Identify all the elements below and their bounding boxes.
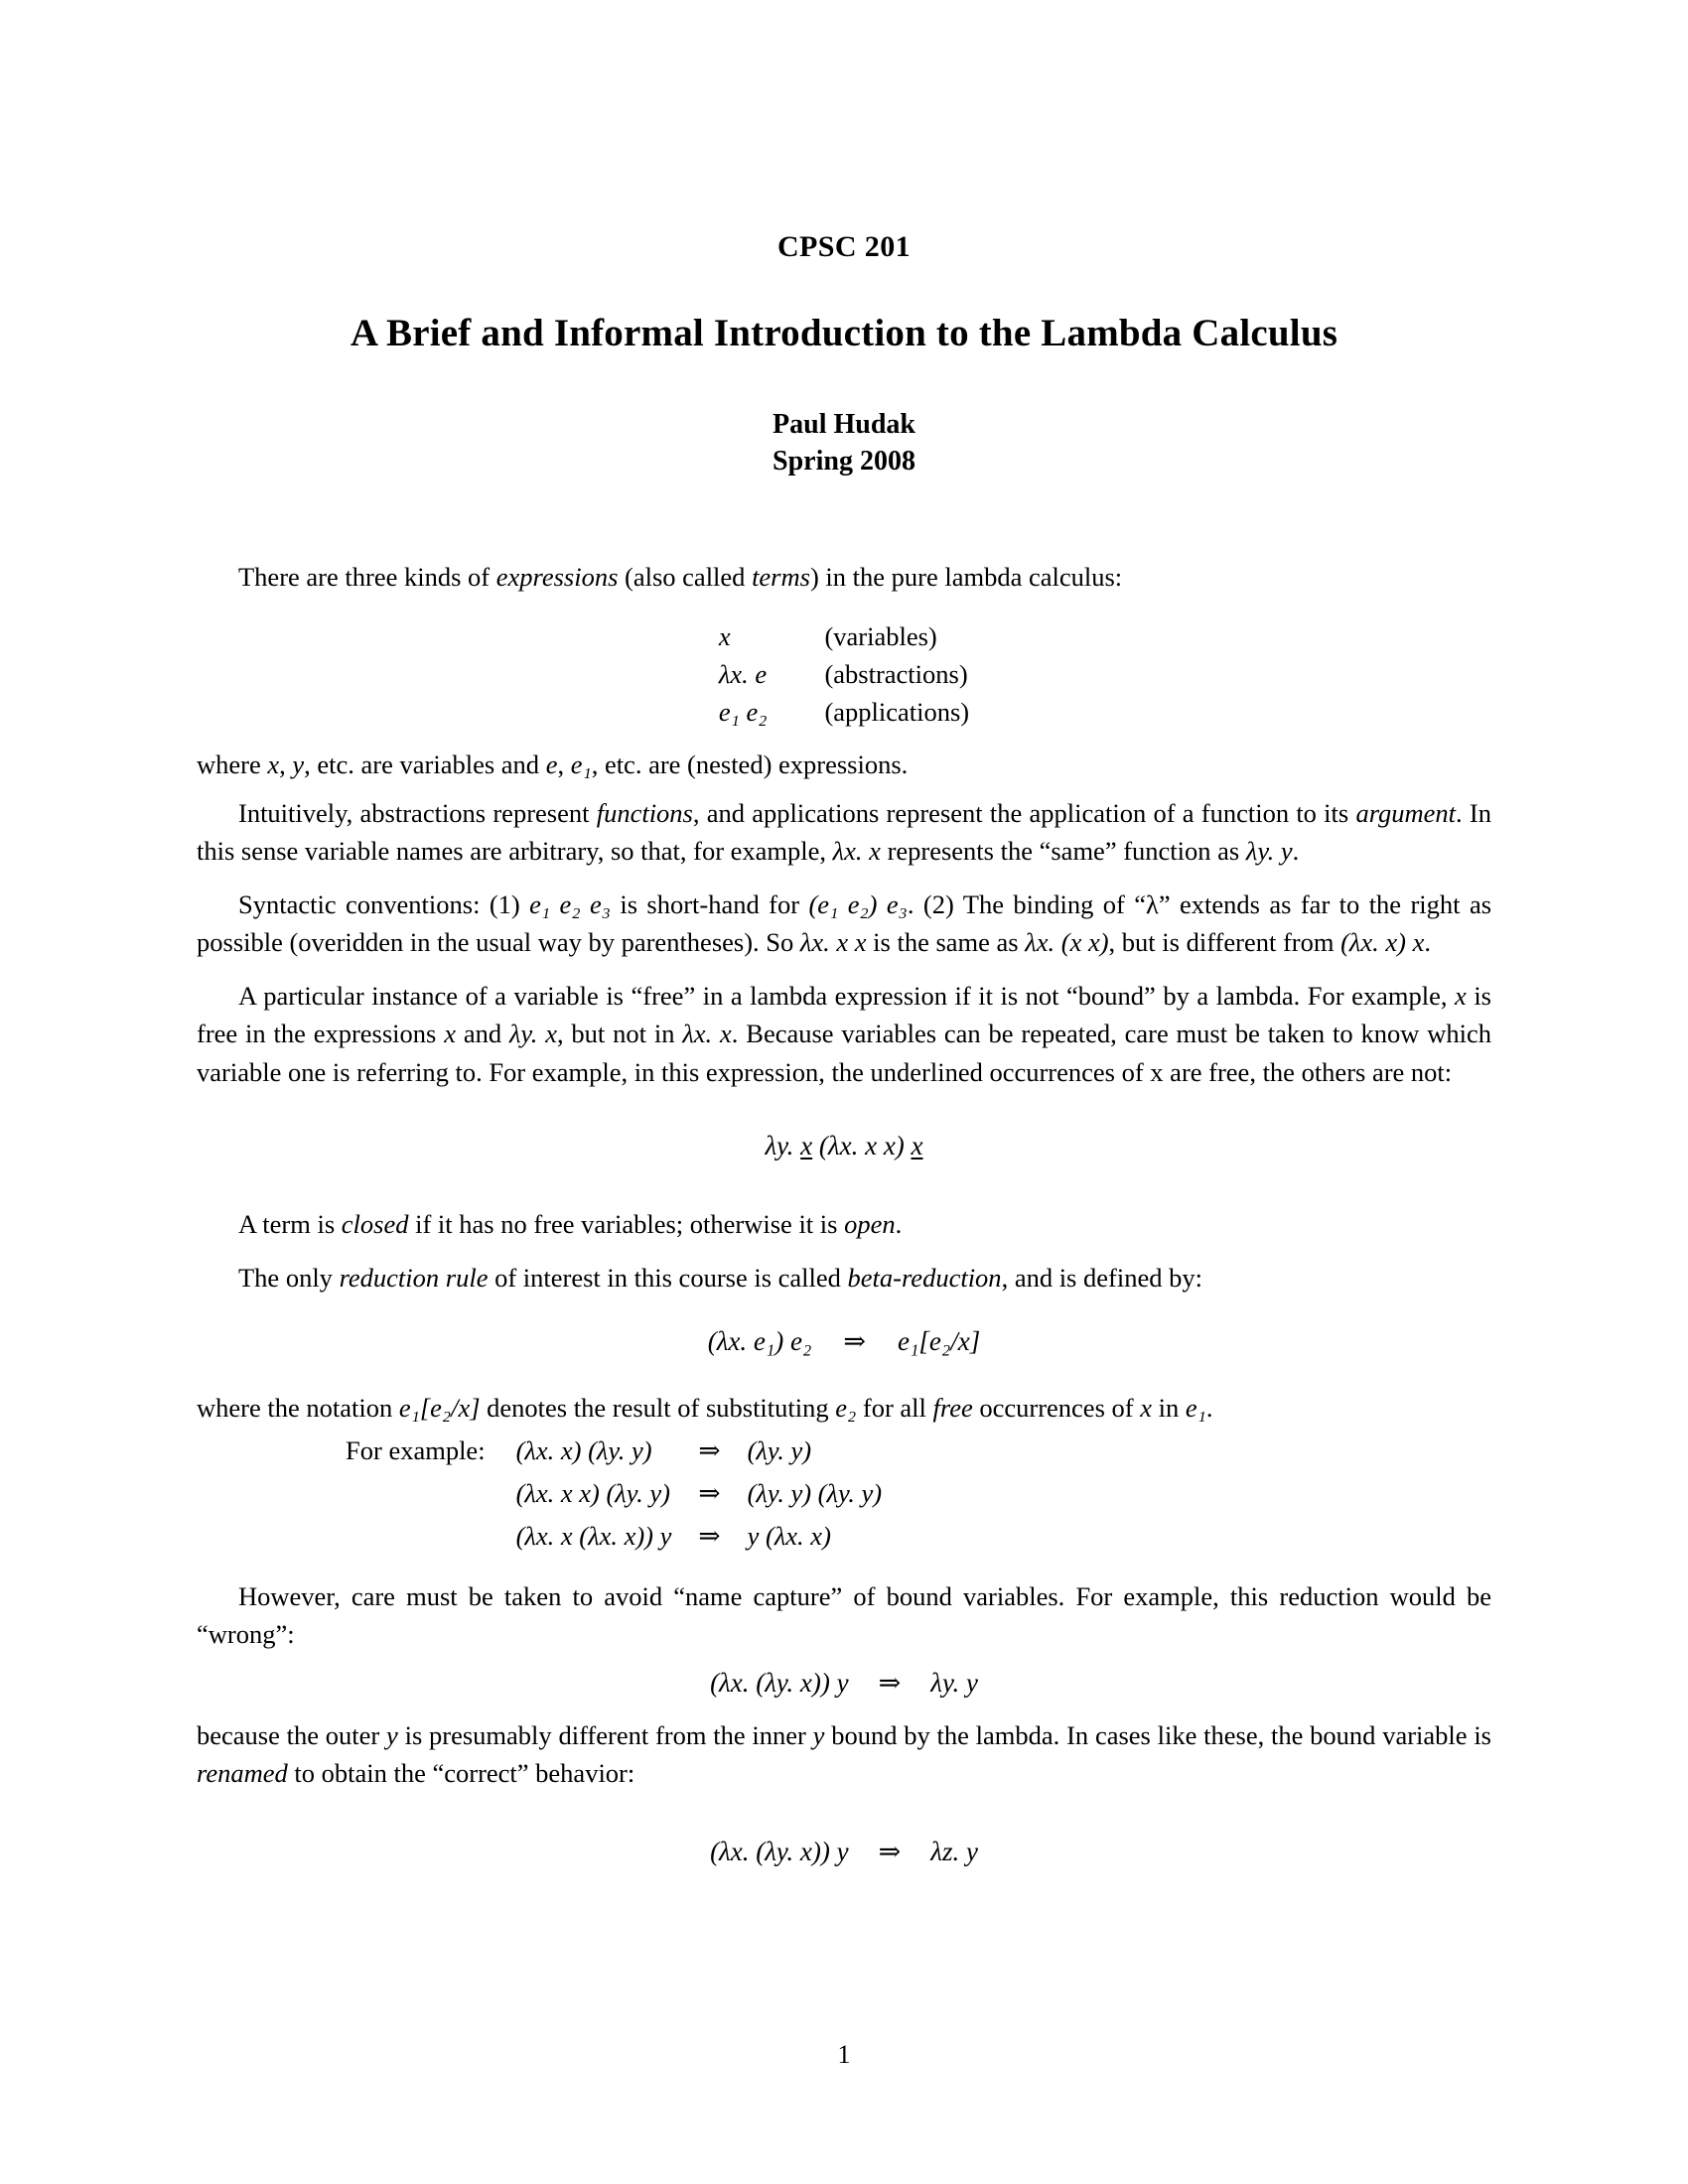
spacer-cell	[346, 1515, 515, 1558]
intro-emphasis-terms: terms	[752, 561, 810, 592]
implies-arrow-icon: ⇒	[878, 1667, 902, 1699]
syntactic-text-4: is the same as	[866, 927, 1026, 958]
intro-text-1: There are three kinds of	[238, 561, 496, 592]
notation-text-1: where the notation	[197, 1393, 399, 1424]
symbol-paren-e1-e2-e3: (e₁ e₂) e₃	[808, 888, 908, 919]
where-text-2: ,	[279, 750, 293, 780]
lambda-y-prefix: λy.	[765, 1131, 801, 1161]
reduction-text-1: The only	[238, 1262, 340, 1293]
symbol-lambda-y-x: λy. x	[508, 1019, 557, 1049]
underlined-occurrences-equation	[197, 1131, 1491, 1161]
free-text-4: , but not in	[556, 1019, 683, 1049]
table-row	[719, 617, 969, 655]
outer-variable-paragraph	[197, 1716, 1491, 1793]
expression-kinds-table	[719, 617, 969, 731]
symbol-lambda-x-x-x: λx. x x	[799, 927, 867, 958]
substitution-notation-paragraph	[197, 1389, 1491, 1428]
outer-text-1: because the outer	[197, 1719, 387, 1750]
page-content	[197, 0, 1491, 1867]
for-example-label: For example:	[346, 1434, 486, 1465]
where-text-3: , etc. are variables and	[304, 750, 546, 780]
beta-rule-lhs: (λx. e₁) e₂	[707, 1326, 812, 1357]
intro-text-2: (also called	[618, 561, 753, 592]
wrong-reduction-rhs: λy. y	[930, 1667, 978, 1698]
closed-emphasis-closed: closed	[341, 1209, 409, 1240]
notation-text-5: in	[1151, 1393, 1186, 1424]
notation-emphasis-free: free	[932, 1393, 973, 1424]
expression-form-application: e₁ e₂	[718, 697, 768, 728]
closed-text-3: .	[895, 1209, 903, 1240]
outer-text-2: is presumably different from the inner	[397, 1719, 813, 1750]
intuitively-text-5: .	[1292, 836, 1300, 867]
example-3-rhs: y (λx. x)	[747, 1520, 831, 1551]
name-capture-paragraph: However, care must be taken to avoid “name capture” of bound variables. For example, this reduction would be “wrong”:	[197, 1580, 1491, 1650]
free-text-3: and	[455, 1019, 509, 1049]
table-row	[346, 1472, 883, 1515]
wrong-reduction-lhs: (λx. (λy. x)) y	[710, 1667, 849, 1698]
page-number: 1	[837, 2040, 851, 2069]
syntactic-conventions-paragraph	[197, 886, 1491, 962]
implies-arrow-icon: ⇒	[843, 1326, 867, 1358]
underlined-x-second: x	[911, 1131, 923, 1161]
reduction-text-2: of interest in this course is called	[488, 1262, 848, 1293]
example-2-rhs: (λy. y) (λy. y)	[747, 1477, 883, 1508]
symbol-lambda-x-x: λx. x	[832, 836, 881, 867]
symbol-e2: e₂	[835, 1393, 857, 1424]
symbol-e1: e₁	[1185, 1393, 1206, 1424]
symbol-e: e	[545, 750, 558, 780]
where-text-1: where	[197, 750, 268, 780]
free-text-1: A particular instance of a variable is “free” in a lambda expression if it is not “bound” by a lambda. For example,	[238, 980, 1456, 1011]
expression-form-abstraction: λx. e	[718, 659, 768, 690]
table-row	[719, 693, 969, 731]
author-name: Paul Hudak	[773, 409, 915, 440]
syntactic-text-1: Syntactic conventions: (1)	[238, 888, 530, 919]
closed-text-2: if it has no free variables; otherwise it is	[408, 1209, 845, 1240]
underlined-x-first: x	[800, 1131, 813, 1161]
document-date: Spring 2008	[773, 445, 915, 477]
free-text-5: . Because variables can be repeated, care must be taken to know which variable one is referring to. For example, in this expression, the underlined occurrences of x are free, the others are not:	[197, 1019, 1491, 1087]
symbol-lambda-y-y: λy. y	[1245, 836, 1293, 867]
wrong-reduction-equation	[197, 1668, 1491, 1699]
spacer-cell	[346, 1472, 515, 1515]
free-text-2: is free in the expressions	[197, 980, 1491, 1049]
closed-open-paragraph	[197, 1205, 1491, 1244]
symbol-e1-e2-e3: e₁ e₂ e₃	[529, 888, 611, 919]
intro-emphasis-expressions: expressions	[495, 561, 619, 592]
expression-kind-abstraction: (abstractions)	[824, 659, 968, 690]
table-row	[719, 655, 969, 693]
where-text-4: ,	[557, 750, 571, 780]
reduction-examples-table	[346, 1430, 883, 1558]
symbol-x: x	[1140, 1393, 1152, 1424]
correct-reduction-lhs: (λx. (λy. x)) y	[710, 1836, 849, 1866]
implies-arrow-icon: ⇒	[878, 1836, 902, 1867]
outer-emphasis-renamed: renamed	[197, 1758, 288, 1789]
where-text-5: , etc. are (nested) expressions.	[591, 750, 909, 780]
implies-arrow-icon: ⇒	[698, 1434, 721, 1466]
expression-kind-application: (applications)	[824, 697, 970, 728]
intuitively-emphasis-functions: functions	[596, 797, 693, 828]
symbol-lambda-x-paren-x-x: λx. (x x)	[1025, 927, 1109, 958]
intuitively-emphasis-argument: argument	[1355, 797, 1457, 828]
intuitively-text-1: Intuitively, abstractions represent	[238, 797, 597, 828]
implies-arrow-icon: ⇒	[698, 1520, 721, 1552]
notation-text-6: .	[1205, 1393, 1213, 1424]
symbol-substitution: e₁[e₂/x]	[398, 1393, 481, 1424]
reduction-emphasis-beta: beta-reduction	[847, 1262, 1002, 1293]
intuitively-text-3: . In this sense variable names are arbitrary, so that, for example,	[197, 797, 1491, 867]
example-3-lhs: (λx. x (λx. x)) y	[515, 1520, 672, 1551]
intuitively-paragraph	[197, 794, 1491, 871]
symbol-x: x	[267, 750, 280, 780]
reduction-text-3: , and is defined by:	[1001, 1262, 1202, 1293]
notation-text-3: for all	[856, 1393, 933, 1424]
beta-reduction-rule	[197, 1326, 1491, 1357]
syntactic-text-3: . (2) The binding of “λ” extends as far to the right as possible (overidden in the usual way by parentheses). So	[197, 888, 1492, 958]
example-2-lhs: (λx. x x) (λy. y)	[515, 1477, 670, 1508]
symbol-y: y	[386, 1719, 398, 1750]
free-variables-paragraph	[197, 977, 1491, 1092]
example-1-lhs: (λx. x) (λy. y)	[515, 1434, 652, 1465]
notation-text-4: occurrences of	[972, 1393, 1141, 1424]
intuitively-text-2: , and applications represent the application of a function to its	[692, 797, 1356, 828]
intuitively-text-4: represents the “same” function as	[880, 836, 1246, 867]
implies-arrow-icon: ⇒	[698, 1477, 721, 1509]
notation-text-2: denotes the result of substituting	[480, 1393, 836, 1424]
syntactic-text-2: is short-hand for	[610, 888, 809, 919]
reduction-rule-paragraph	[197, 1259, 1491, 1297]
outer-text-3: bound by the lambda. In cases like these, the bound variable is	[824, 1719, 1491, 1750]
symbol-x: x	[1455, 980, 1467, 1011]
intro-paragraph	[197, 558, 1491, 597]
page-title: A Brief and Informal Introduction to the Lambda Calculus	[350, 312, 1338, 354]
closed-emphasis-open: open	[844, 1209, 896, 1240]
inner-abstraction: (λx. x x)	[812, 1131, 912, 1161]
where-variables-paragraph	[197, 746, 1491, 784]
course-code: CPSC 201	[776, 230, 912, 263]
symbol-y: y	[812, 1719, 825, 1750]
syntactic-text-5: , but is different from	[1108, 927, 1341, 958]
symbol-paren-lambda-x-x-x: (λx. x) x	[1340, 927, 1425, 958]
correct-reduction-rhs: λz. y	[930, 1836, 978, 1866]
beta-rule-rhs: e₁[e₂/x]	[898, 1326, 981, 1357]
symbol-x: x	[444, 1019, 456, 1049]
expression-kind-variable: (variables)	[824, 621, 937, 652]
table-row	[346, 1515, 883, 1558]
closed-text-1: A term is	[238, 1209, 342, 1240]
symbol-y: y	[292, 750, 305, 780]
expression-form-variable: x	[718, 621, 731, 652]
symbol-lambda-x-x: λx. x	[682, 1019, 732, 1049]
symbol-e1: e₁	[570, 750, 592, 780]
correct-reduction-equation	[197, 1837, 1491, 1867]
reduction-emphasis-rule: reduction rule	[339, 1262, 489, 1293]
syntactic-text-6: .	[1424, 927, 1432, 958]
intro-text-3: ) in the pure lambda calculus:	[809, 561, 1123, 592]
example-1-rhs: (λy. y)	[747, 1434, 812, 1465]
outer-text-4: to obtain the “correct” behavior:	[287, 1758, 635, 1789]
table-row	[346, 1430, 883, 1472]
